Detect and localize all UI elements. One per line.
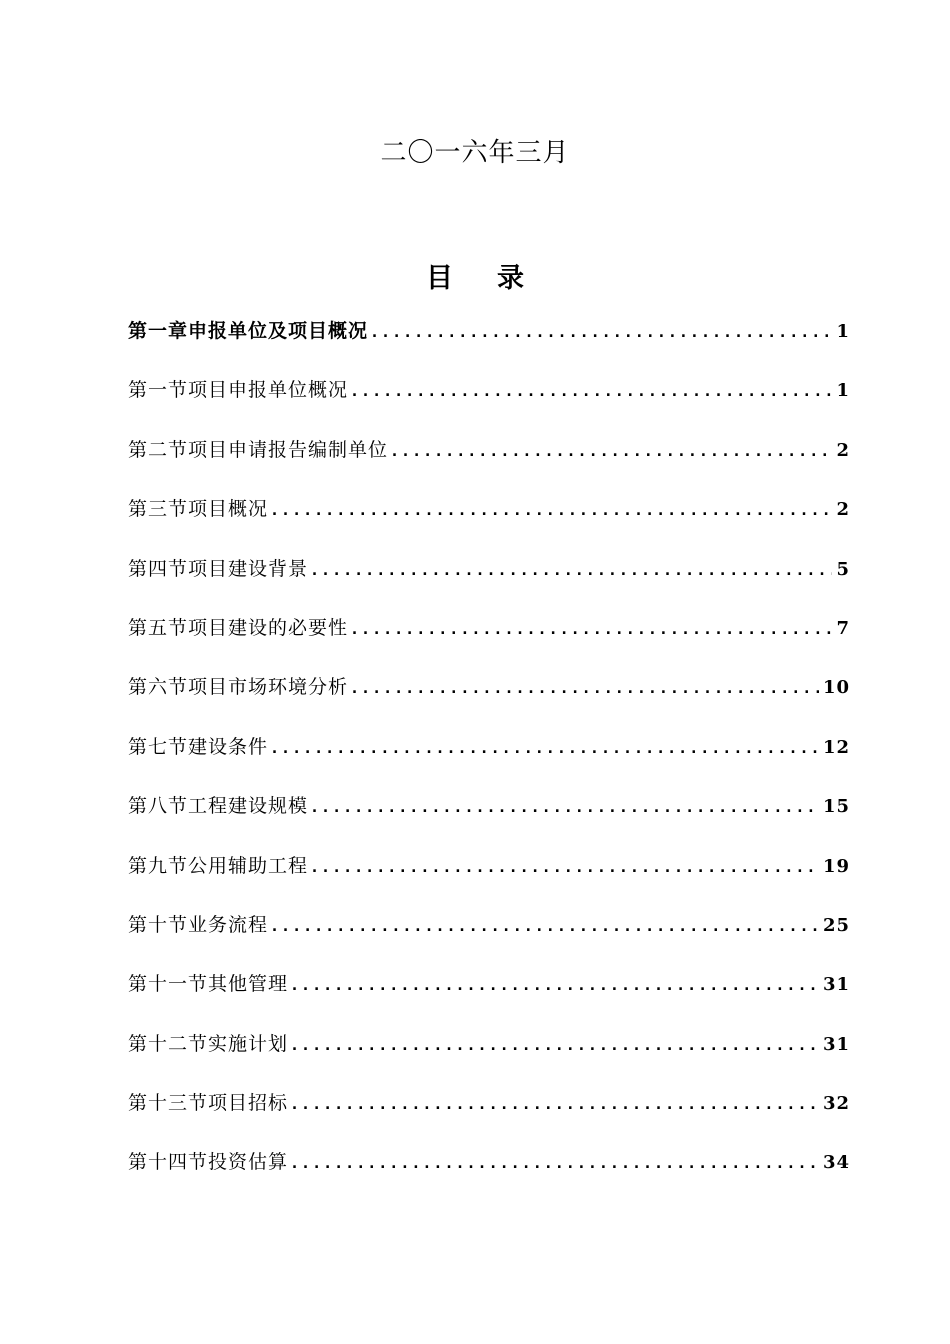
toc-entry-title: 项目建设背景 [188,557,309,580]
toc-dot-leader [270,917,819,935]
toc-entry-number: 第十四节 [128,1151,209,1174]
toc-entry-page: 31 [822,1033,850,1055]
toc-entry-page: 2 [836,499,850,521]
toc-entry-page: 32 [822,1093,850,1115]
toc-entry-title: 实施计划 [208,1032,289,1055]
toc-entry-number: 第一节 [128,379,189,402]
toc-entry-title: 公用辅助工程 [188,854,309,877]
toc-dot-leader [290,1095,819,1113]
toc-entry-title: 投资估算 [208,1151,289,1174]
toc-entry-number: 第二节 [128,438,189,461]
toc-dot-leader [290,1036,819,1054]
toc-entry-title: 项目概况 [188,498,269,521]
toc-entry[interactable] [128,1088,850,1147]
toc-entry-number: 第八节 [128,795,189,818]
toc-entry-title: 建设条件 [188,735,269,758]
toc-entry[interactable] [128,435,850,494]
toc-entry-title: 项目市场环境分析 [188,676,349,699]
toc-entry-page: 31 [822,974,850,996]
toc-entry[interactable] [128,910,850,969]
toc-entry[interactable] [128,554,850,613]
toc-entry[interactable] [128,316,850,375]
toc-entry[interactable] [128,375,850,434]
toc-entry-number: 第十三节 [128,1092,209,1115]
toc-dot-leader [290,1154,819,1172]
toc-entry-page: 1 [836,321,850,342]
table-of-contents [128,316,850,1207]
toc-entry-number: 第五节 [128,616,189,639]
toc-entry[interactable] [128,1029,850,1088]
toc-entry-page: 34 [822,1152,850,1174]
toc-entry[interactable] [128,1147,850,1206]
toc-entry-page: 2 [836,439,850,461]
document-date: 二〇一六年三月 [380,138,570,168]
toc-entry-title: 项目招标 [208,1092,289,1115]
toc-entry[interactable] [128,672,850,731]
toc-entry-number: 第四节 [128,557,189,580]
toc-entry-number: 第十一节 [128,973,209,996]
toc-dot-leader [350,382,832,400]
toc-entry-page: 12 [822,736,850,758]
toc-entry-page: 25 [822,914,850,936]
toc-entry-title: 工程建设规模 [188,795,309,818]
toc-entry-number: 第十节 [128,913,189,936]
toc-entry-title: 业务流程 [188,913,269,936]
toc-entry-title: 项目建设的必要性 [188,616,349,639]
toc-entry-title: 其他管理 [208,973,289,996]
toc-entry-number: 第十二节 [128,1032,209,1055]
toc-entry-title: 项目申请报告编制单位 [188,438,389,461]
toc-entry-page: 7 [836,617,850,639]
toc-dot-leader [390,442,832,460]
toc-entry-number: 第六节 [128,676,189,699]
toc-dot-leader [270,501,832,519]
toc-entry-title: 申报单位及项目概况 [188,320,369,342]
toc-entry[interactable] [128,851,850,910]
toc-entry[interactable] [128,613,850,672]
toc-dot-leader [270,739,819,757]
toc-dot-leader [310,858,819,876]
toc-entry-page: 1 [836,380,850,402]
toc-entry[interactable] [128,732,850,791]
toc-dot-leader [310,561,832,579]
toc-heading-right: 录 [497,263,524,294]
toc-entry-title: 项目申报单位概况 [188,379,349,402]
toc-entry-number: 第一章 [128,320,189,342]
toc-entry-page: 10 [822,677,850,699]
toc-entry-number: 第九节 [128,854,189,877]
toc-entry-number: 第七节 [128,735,189,758]
toc-heading-left: 目 [426,263,453,294]
toc-dot-leader [350,620,832,638]
toc-heading [0,256,950,295]
toc-entry-page: 19 [822,855,850,877]
toc-entry[interactable] [128,969,850,1028]
toc-dot-leader [290,976,819,994]
toc-entry[interactable] [128,791,850,850]
toc-entry[interactable] [128,494,850,553]
toc-dot-leader [370,323,832,341]
toc-entry-page: 15 [822,796,850,818]
toc-dot-leader [310,798,819,816]
toc-entry-number: 第三节 [128,498,189,521]
toc-dot-leader [350,679,819,697]
toc-entry-page: 5 [836,558,850,580]
